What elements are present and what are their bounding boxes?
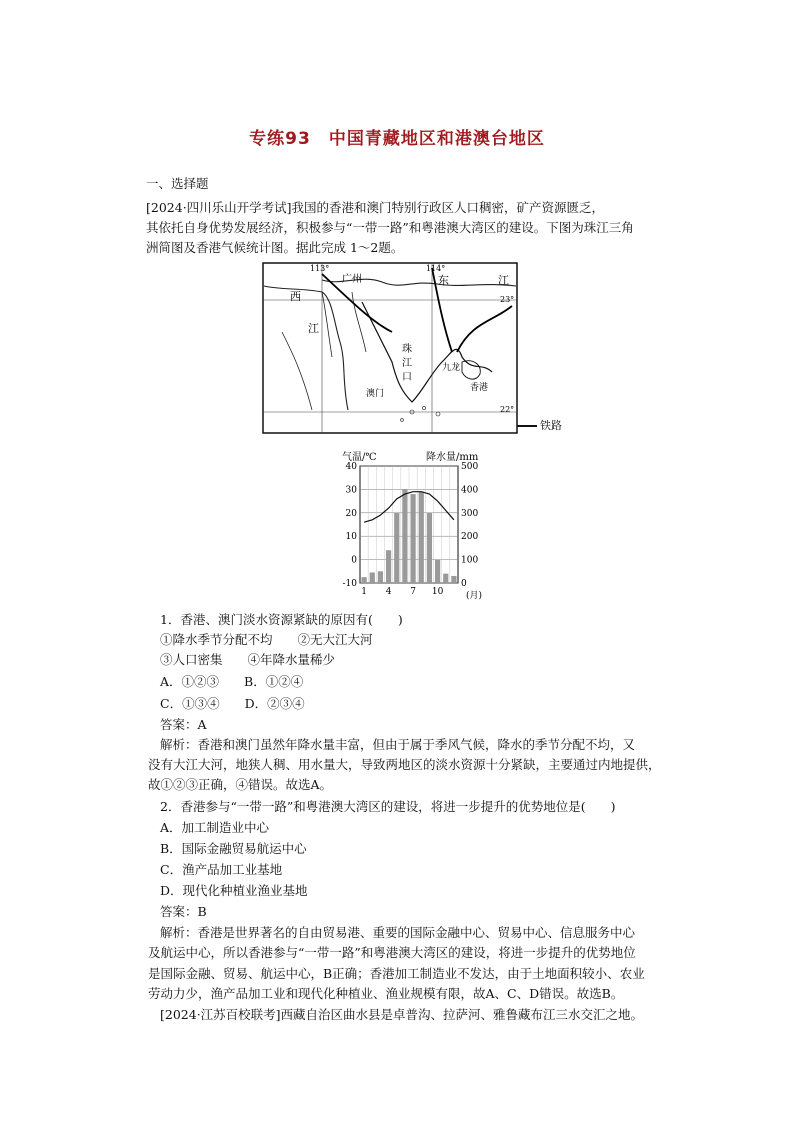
x-axis-unit: (月) (466, 591, 483, 601)
x-tick-label: 4 (385, 587, 392, 597)
place-label: 澳门 (366, 389, 385, 399)
place-label: 东 (438, 274, 449, 287)
q2-analysis: 劳动力少，渔产品加工业和现代化种植业、渔业规模有限，故A、C、D错误。故选B。 (148, 986, 624, 1001)
lon-label: 114° (426, 264, 446, 273)
section-heading: 一、选择题 (146, 176, 209, 191)
precipitation-bar (443, 574, 448, 583)
x-tick-label: 10 (431, 587, 444, 597)
right-tick-label: 400 (461, 485, 479, 496)
place-label: 江 (308, 322, 319, 335)
precipitation-bar (410, 494, 415, 583)
place-label: 西 (290, 290, 301, 303)
q2-option: D．现代化种植业渔业基地 (160, 883, 308, 898)
next-intro: [2024·江苏百校联考]西藏自治区曲水县是卓普沟、拉萨河、雅鲁藏布江三水交汇之地。 (160, 1007, 644, 1022)
precipitation-bar (386, 550, 391, 583)
lon-label: 113° (310, 264, 330, 273)
precipitation-bar (427, 513, 432, 583)
map-frame (263, 263, 517, 433)
precipitation-bar (370, 572, 375, 583)
lat-label: 22° (500, 405, 515, 414)
left-tick-label: 0 (351, 555, 357, 566)
precipitation-bar (402, 489, 407, 583)
right-tick-label: 200 (461, 532, 479, 543)
intro-line: 洲简图及香港气候统计图。据此完成 1～2题。 (146, 240, 404, 255)
x-tick-label: 1 (361, 587, 367, 597)
page-title: 专练93 中国青藏地区和港澳台地区 (249, 129, 545, 149)
q1-stem: 1．香港、澳门淡水资源紧缺的原因有( ) (160, 612, 403, 627)
q2-stem: 2．香港参与“一带一路”和粤港澳大湾区的建设，将进一步提升的优势地位是( ) (160, 799, 616, 814)
left-tick-label: 20 (345, 508, 357, 519)
q1-options: ①降水季节分配不均 ②无大江大河 (160, 632, 373, 647)
precipitation-bar (435, 560, 440, 583)
q2-analysis: 及航运中心，所以香港参与“一带一路”和粤港澳大湾区的建设，将进一步提升的优势地位 (148, 945, 636, 960)
left-tick-label: 40 (345, 462, 357, 472)
q1-choice-ab: A．①②③ B．①②④ (160, 674, 304, 689)
place-label: 香港 (470, 383, 489, 393)
precipitation-bar (451, 576, 456, 583)
precipitation-bar (378, 571, 383, 583)
place-label: 九龙 (442, 363, 461, 373)
right-axis-title: 降水量/mm (426, 452, 479, 463)
q2-option: B．国际金融贸易航运中心 (160, 841, 307, 856)
place-label: 珠 (402, 344, 412, 355)
q2-analysis: 是国际金融、贸易、航运中心，B正确；香港加工制造业不发达，由于土地面积较小、农业 (148, 966, 645, 981)
left-tick-label: 10 (345, 532, 357, 543)
right-tick-label: 300 (461, 508, 479, 519)
hong-kong-climate-chart (336, 450, 496, 602)
left-axis-title: 气温/℃ (342, 452, 377, 463)
place-label: 广州 (342, 274, 362, 285)
left-tick-label: 30 (345, 485, 357, 496)
right-tick-label: 100 (461, 555, 479, 566)
place-label: 江 (498, 274, 509, 287)
place-label: 口 (402, 372, 412, 383)
railway-legend-symbol (517, 425, 537, 427)
q2-answer: 答案：B (160, 904, 207, 919)
railway-legend (517, 417, 562, 433)
right-tick-label: 0 (461, 579, 467, 589)
q1-answer: 答案：A (160, 717, 207, 732)
precipitation-bar (419, 492, 424, 583)
x-tick-label: 7 (410, 587, 416, 597)
q1-analysis: 故①②③正确，④错误。故选A。 (148, 777, 333, 792)
q2-option: A．加工制造业中心 (160, 820, 270, 835)
q2-option: C．渔产品加工业基地 (160, 862, 283, 877)
pearl-river-delta-map (262, 262, 518, 434)
left-tick-label: -10 (342, 579, 357, 589)
precipitation-bar (361, 577, 366, 583)
intro-line: [2024·四川乐山开学考试]我国的香港和澳门特别行政区人口稠密，矿产资源匮乏， (146, 200, 605, 215)
q1-options: ③人口密集 ④年降水量稀少 (160, 652, 336, 667)
place-label: 江 (402, 358, 412, 369)
q1-analysis: 解析：香港和澳门虽然年降水量丰富，但由于属于季风气候，降水的季节分配不均，又 (160, 737, 636, 752)
railway-legend-label: 铁路 (540, 419, 562, 432)
precipitation-bar (394, 513, 399, 583)
q1-analysis: 没有大江大河，地狭人稠、用水量大，导致两地区的淡水资源十分紧缺，主要通过内地提供， (148, 757, 661, 772)
q2-analysis: 解析：香港是世界著名的自由贸易港、重要的国际金融中心、贸易中心、信息服务中心 (160, 925, 636, 940)
q1-choice-cd: C．①③④ D．②③④ (160, 696, 305, 711)
intro-line: 其依托自身优势发展经济，积极参与“一带一路”和粤港澳大湾区的建设。下图为珠江三角 (146, 220, 634, 235)
lat-label: 23° (500, 295, 515, 304)
right-tick-label: 500 (461, 462, 479, 472)
